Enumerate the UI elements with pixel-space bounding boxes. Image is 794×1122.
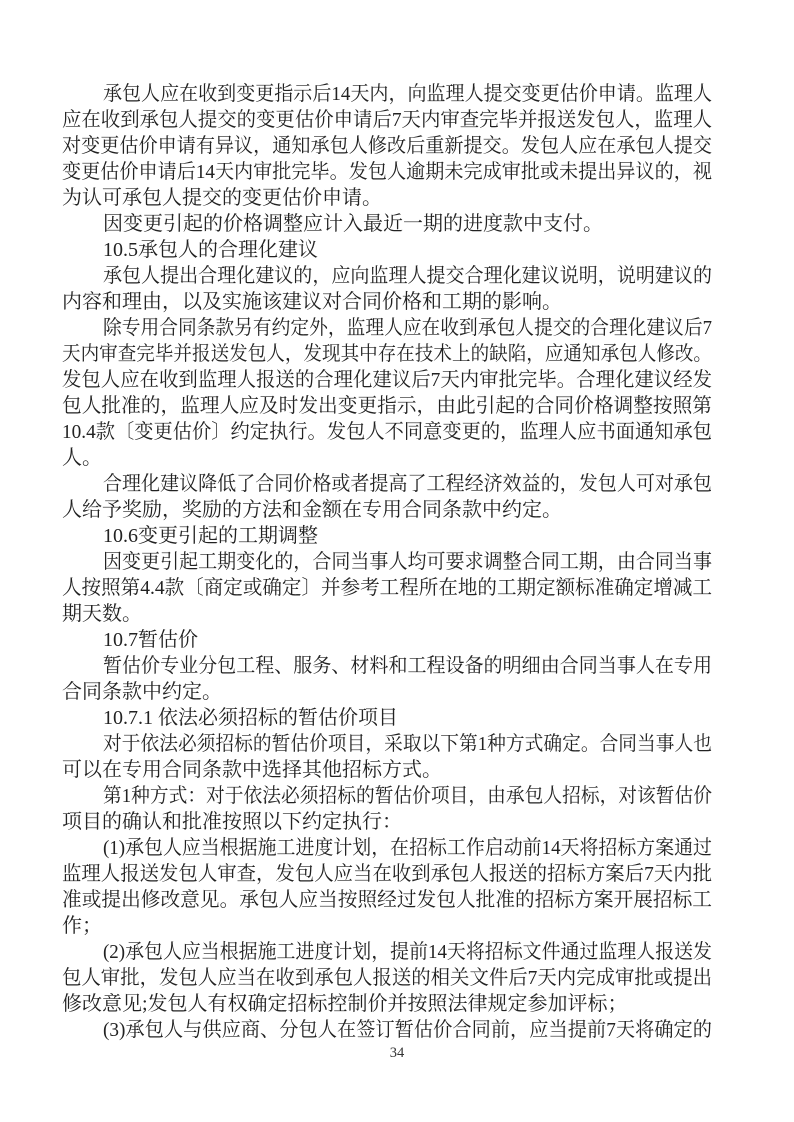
text-line: [62, 289, 712, 315]
line-text: 合理化建议降低了合同价格或者提高了工程经济效益的，发包人可对承包: [103, 473, 712, 495]
section-heading: [62, 523, 712, 549]
line-text: 对变更估价申请有异议，通知承包人修改后重新提交。发包人应在承包人提交: [62, 135, 712, 157]
line-text: 可以在专用合同条款中选择其他招标方式。: [62, 759, 442, 781]
line-text: 承包人提出合理化建议的，应向监理人提交合理化建议说明，说明建议的: [103, 265, 712, 287]
line-text: 内容和理由，以及实施该建议对合同价格和工期的影响。: [62, 291, 562, 313]
text-line: [62, 1017, 712, 1043]
text-line: [62, 679, 712, 705]
text-line: [62, 601, 712, 627]
text-line: [62, 705, 712, 731]
text-line: [62, 471, 712, 497]
line-text: 合同条款中约定。: [62, 681, 222, 703]
paragraph: [62, 315, 712, 471]
text-line: [62, 497, 712, 523]
text-line: [62, 211, 712, 237]
paragraph: [62, 471, 712, 523]
text-line: [62, 575, 712, 601]
text-line: [62, 237, 712, 263]
text-line: [62, 809, 712, 835]
heading-text: 10.5承包人的合理化建议: [103, 239, 318, 261]
page-body: [62, 81, 712, 1043]
text-line: [62, 107, 712, 133]
line-text: 发包人应在收到监理人报送的合理化建议后7天内审批完毕。合理化建议经发: [62, 369, 712, 391]
text-line: [62, 445, 712, 471]
heading-text: 10.6变更引起的工期调整: [103, 525, 318, 547]
paragraph: [62, 1017, 712, 1043]
paragraph: [62, 653, 712, 705]
line-text: 对于依法必须招标的暂估价项目，采取以下第1种方式确定。合同当事人也: [103, 733, 712, 755]
section-heading: [62, 705, 712, 731]
line-text: 作；: [62, 915, 102, 937]
line-text: (3)承包人与供应商、分包人在签订暂估价合同前，应当提前7天将确定的: [103, 1019, 712, 1041]
text-line: [62, 263, 712, 289]
paragraph: [62, 783, 712, 835]
line-text: 期天数。: [62, 603, 142, 625]
text-line: [62, 367, 712, 393]
paragraph: [62, 81, 712, 211]
paragraph: [62, 549, 712, 627]
text-line: [62, 159, 712, 185]
line-text: 应在收到承包人提交的变更估价申请后7天内审查完毕并报送发包人，监理人: [62, 109, 712, 131]
text-line: [62, 185, 712, 211]
text-line: [62, 991, 712, 1017]
paragraph: [62, 263, 712, 315]
text-line: [62, 523, 712, 549]
paragraph: [62, 835, 712, 939]
text-line: [62, 133, 712, 159]
text-line: [62, 315, 712, 341]
text-line: [62, 861, 712, 887]
text-line: [62, 81, 712, 107]
line-text: 天内审查完毕并报送发包人，发现其中存在技术上的缺陷，应通知承包人修改。: [62, 343, 712, 365]
line-text: 因变更引起工期变化的，合同当事人均可要求调整合同工期，由合同当事: [103, 551, 712, 573]
paragraph: [62, 731, 712, 783]
line-text: 变更估价申请后14天内审批完毕。发包人逾期未完成审批或未提出异议的，视: [62, 161, 712, 183]
line-text: 承包人应在收到变更指示后14天内，向监理人提交变更估价申请。监理人: [103, 83, 712, 105]
text-line: [62, 939, 712, 965]
line-text: 人按照第4.4款〔商定或确定〕并参考工程所在地的工期定额标准确定增减工: [62, 577, 712, 599]
line-text: 监理人报送发包人审查，发包人应当在收到承包人报送的招标方案后7天内批: [62, 863, 712, 885]
text-line: [62, 913, 712, 939]
line-text: (1)承包人应当根据施工进度计划，在招标工作启动前14天将招标方案通过: [103, 837, 712, 859]
heading-text: 10.7暂估价: [103, 629, 198, 651]
paragraph: [62, 211, 712, 237]
line-text: 10.4款〔变更估价〕约定执行。发包人不同意变更的，监理人应书面通知承包: [62, 421, 712, 443]
line-text: 修改意见;发包人有权确定招标控制价并按照法律规定参加评标；: [62, 993, 628, 1015]
line-text: 包人审批，发包人应当在收到承包人报送的相关文件后7天内完成审批或提出: [62, 967, 712, 989]
section-heading: [62, 237, 712, 263]
text-line: [62, 653, 712, 679]
text-line: [62, 393, 712, 419]
text-line: [62, 783, 712, 809]
text-line: [62, 549, 712, 575]
line-text: 除专用合同条款另有约定外，监理人应在收到承包人提交的合理化建议后7: [103, 317, 712, 339]
line-text: 包人批准的，监理人应及时发出变更指示，由此引起的合同价格调整按照第: [62, 395, 712, 417]
section-heading: [62, 627, 712, 653]
line-text: 人。: [62, 447, 102, 469]
text-line: [62, 835, 712, 861]
line-text: 人给予奖励，奖励的方法和金额在专用合同条款中约定。: [62, 499, 562, 521]
line-text: 项目的确认和批准按照以下约定执行：: [62, 811, 402, 833]
line-text: (2)承包人应当根据施工进度计划，提前14天将招标文件通过监理人报送发: [103, 941, 712, 963]
line-text: 第1种方式：对于依法必须招标的暂估价项目，由承包人招标，对该暂估价: [103, 785, 712, 807]
text-line: [62, 731, 712, 757]
text-line: [62, 887, 712, 913]
paragraph: [62, 939, 712, 1017]
line-text: 因变更引起的价格调整应计入最近一期的进度款中支付。: [103, 213, 603, 235]
text-line: [62, 965, 712, 991]
heading-text: 10.7.1 依法必须招标的暂估价项目: [103, 707, 398, 729]
text-line: [62, 627, 712, 653]
text-line: [62, 341, 712, 367]
line-text: 准或提出修改意见。承包人应当按照经过发包人批准的招标方案开展招标工: [62, 889, 712, 911]
line-text: 为认可承包人提交的变更估价申请。: [62, 187, 382, 209]
page-number: 34: [389, 1045, 405, 1061]
line-text: 暂估价专业分包工程、服务、材料和工程设备的明细由合同当事人在专用: [103, 655, 712, 677]
text-line: [62, 757, 712, 783]
text-line: [62, 419, 712, 445]
